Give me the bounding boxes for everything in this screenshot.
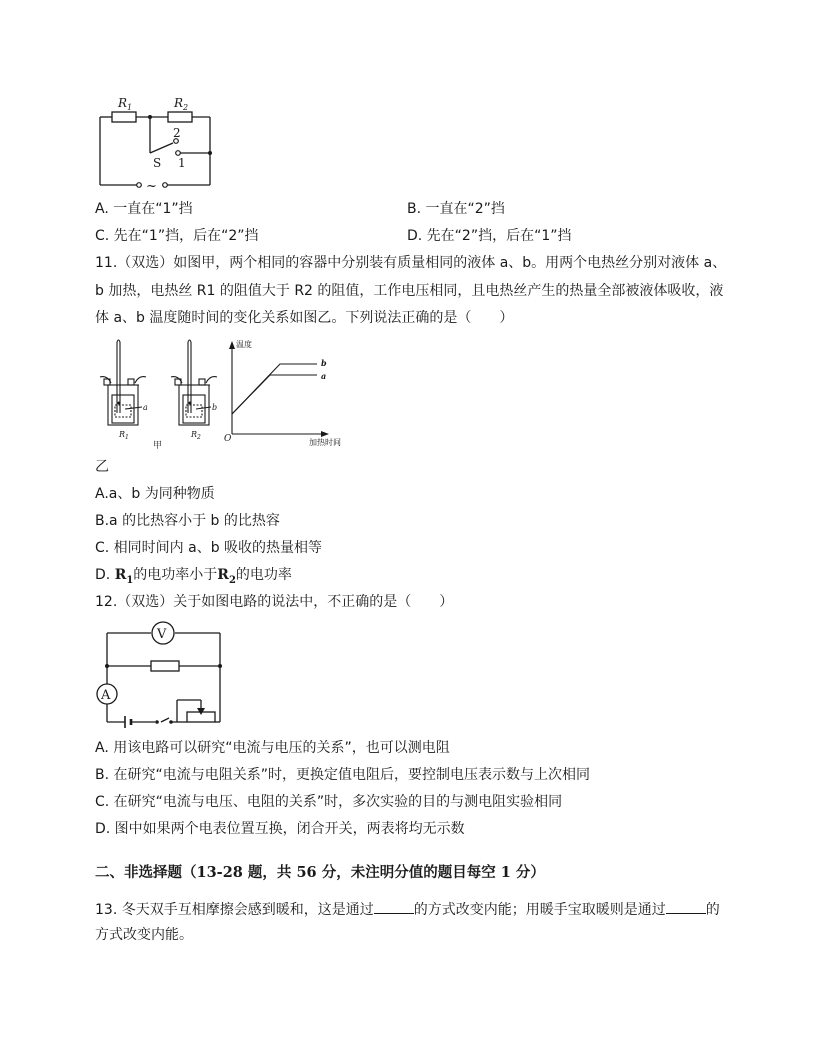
q13-line-2: 方式改变内能。	[95, 927, 193, 943]
container-a-label: a	[143, 403, 148, 412]
ammeter-label: A	[101, 688, 111, 703]
q12-option-a: A. 用该电路可以研究“电流与电压的关系”，也可以测电阻	[95, 740, 450, 756]
ac-source-symbol: ~	[146, 179, 157, 194]
q11-stem-line-3: 体 a、b 温度随时间的变化关系如图乙。下列说法正确的是（ ）	[95, 310, 514, 326]
container-b-label: b	[212, 403, 218, 412]
r2-label: $R_2$	[174, 96, 189, 112]
q12-option-d: D. 图中如果两个电表位置互换，闭合开关，两表将均无示数	[95, 821, 465, 837]
graph-line-b-label: b	[321, 358, 327, 368]
q10-circuit-figure	[95, 95, 225, 194]
container-b	[171, 340, 217, 425]
q10-option-c: C. 先在“1”挡，后在“2”挡	[95, 228, 259, 244]
contact-1-label: 1	[178, 156, 186, 170]
q11-figure-yi-label: 乙	[95, 459, 109, 475]
section-2-heading: 二、非选择题（13-28 题，共 56 分，未注明分值的题目每空 1 分）	[95, 864, 545, 881]
figure-jia-label: 甲	[153, 441, 163, 451]
graph-y-label: 温度	[236, 340, 252, 349]
graph-line-a	[232, 375, 317, 414]
q12-option-b: B. 在研究“电流与电阻关系”时，更换定值电阻后，要控制电压表示数与上次相同	[95, 767, 591, 783]
graph-line-a-label: a	[321, 371, 327, 381]
q12-circuit-figure	[95, 620, 230, 725]
container-a	[100, 340, 146, 425]
graph-line-b	[232, 364, 317, 414]
contact-2-label: 2	[173, 126, 181, 140]
q11-figure	[95, 337, 360, 449]
graph-origin-label: O	[224, 434, 232, 444]
voltmeter-label: V	[157, 627, 167, 642]
q11-option-a: A.a、b 为同种物质	[95, 486, 215, 502]
q11-stem-line-2: b 加热，电热丝 R1 的阻值大于 R2 的阻值，工作电压相同，且电热丝产生的热量全部被液体吸收，液	[95, 283, 724, 299]
resistor-r1	[112, 112, 136, 122]
q10-option-a: A. 一直在“1”挡	[95, 201, 193, 217]
q10-option-d: D. 先在“2”挡，后在“1”挡	[407, 228, 572, 244]
q11-option-d: D. $R_1$的电功率小于$R_2$的电功率	[95, 567, 292, 586]
q11-option-c: C. 相同时间内 a、b 吸收的热量相等	[95, 540, 323, 556]
heater-r1-label: $R_1$	[119, 430, 129, 441]
switch-label: S	[153, 156, 162, 170]
q11-option-b: B.a 的比热容小于 b 的比热容	[95, 513, 280, 529]
q12-option-c: C. 在研究“电流与电压、电阻的关系”时，多次实验的目的与测电阻实验相同	[95, 794, 563, 810]
q13-blank-2[interactable]	[666, 899, 706, 914]
resistor-r2	[168, 112, 192, 122]
r1-label: $R_1$	[118, 96, 133, 112]
q13-blank-1[interactable]	[374, 899, 414, 914]
q11-stem-line-1: 11.（双选）如图甲，两个相同的容器中分别装有质量相同的液体 a、b。用两个电热丝分别对液体 a、	[95, 255, 727, 271]
q12-stem: 12.（双选）关于如图电路的说法中，不正确的是（ ）	[95, 594, 454, 610]
q13-line-1: 13. 冬天双手互相摩擦会感到暖和，这是通过 的方式改变内能；用暖手宝取暖则是通过 的	[95, 899, 720, 919]
q10-option-b: B. 一直在“2”挡	[407, 201, 505, 217]
fixed-resistor	[151, 661, 179, 671]
graph-x-label: 加热时间	[309, 438, 341, 447]
heater-r2-label: $R_2$	[191, 430, 201, 441]
